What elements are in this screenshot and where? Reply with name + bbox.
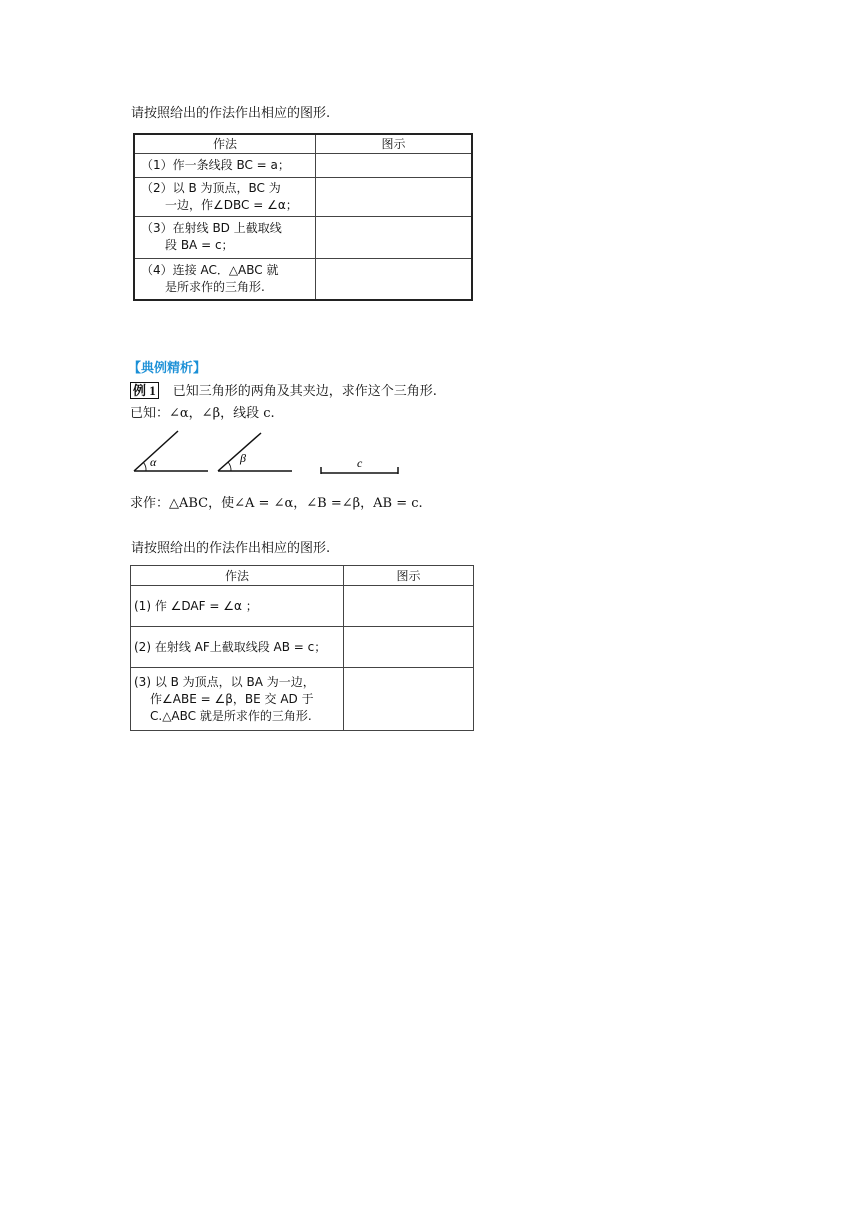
- table1-row4-method: [134, 258, 316, 300]
- table1-row4-line2: 是所求作的三角形.: [165, 279, 265, 294]
- segment-c-figure: [321, 456, 398, 474]
- table2-row1-method: [131, 586, 344, 627]
- table1-header-method: 作法: [134, 134, 316, 153]
- construction-table-2: [130, 565, 474, 731]
- table2-row1-figure-cell: [344, 586, 474, 627]
- table2-row3-method: [131, 668, 344, 731]
- table2-row3-line1: (3) 以 B 为顶点，以 BA 为一边，: [134, 674, 315, 689]
- requirement-text: 求作：△ABC，使∠A = ∠α，∠B =∠β，AB = c.: [130, 496, 423, 511]
- table1-row1-method: [134, 153, 316, 177]
- table1-row2-line1: （2）以 B 为顶点，BC 为: [141, 180, 281, 195]
- table1-row3-method: [134, 216, 316, 258]
- table2-row3-figure-cell: [344, 668, 474, 731]
- table2-row2-method: [131, 627, 344, 668]
- table1-row3-line2: 段 BA = c；: [165, 238, 234, 252]
- angle-alpha-figure: [134, 431, 208, 471]
- table1-row2-figure-cell: [316, 177, 473, 216]
- example-line: [130, 382, 437, 400]
- table1-row1-line1: （1）作一条线段 BC = a；: [141, 157, 290, 172]
- table2-row1-line1: (1) 作 ∠DAF = ∠α ；: [134, 598, 258, 613]
- table2-header-method: 作法: [131, 566, 344, 586]
- table2-row2-line1: (2) 在射线 AF上截取线段 AB = c；: [134, 639, 327, 654]
- intro-text-2: 请按照给出的作法作出相应的图形.: [131, 541, 331, 556]
- given-figures: [128, 428, 418, 478]
- table1-row4-line1: （4）连接 AC．△ABC 就: [141, 262, 279, 277]
- intro-text-1: 请按照给出的作法作出相应的图形.: [131, 106, 331, 121]
- table1-row4-figure-cell: [316, 258, 473, 300]
- example-label: 例 1: [130, 382, 159, 399]
- table2-header-figure: 图示: [344, 566, 474, 586]
- beta-label: β: [240, 451, 246, 465]
- segment-label: c: [357, 456, 363, 470]
- example-text: 已知三角形的两角及其夹边，求作这个三角形.: [172, 384, 437, 399]
- angle-beta-figure: [218, 433, 292, 471]
- table2-row3-line2: 作∠ABE = ∠β，BE 交 AD 于: [150, 691, 314, 706]
- alpha-label: α: [150, 455, 157, 469]
- table2-row2-figure-cell: [344, 627, 474, 668]
- given-text: 已知：∠α，∠β，线段 c.: [130, 406, 275, 421]
- construction-table-1: [133, 133, 473, 301]
- table1-row3-line1: （3）在射线 BD 上截取线: [141, 221, 282, 235]
- table1-row2-line2: 一边，作∠DBC = ∠α；: [165, 197, 298, 212]
- table1-row2-method: [134, 177, 316, 216]
- table2-row3-line3: C.△ABC 就是所求作的三角形.: [150, 708, 312, 723]
- section-heading: 【典例精析】: [128, 361, 207, 376]
- table1-header-figure: 图示: [316, 134, 473, 153]
- table1-row3-figure-cell: [316, 216, 473, 258]
- table1-row1-figure-cell: [316, 153, 473, 177]
